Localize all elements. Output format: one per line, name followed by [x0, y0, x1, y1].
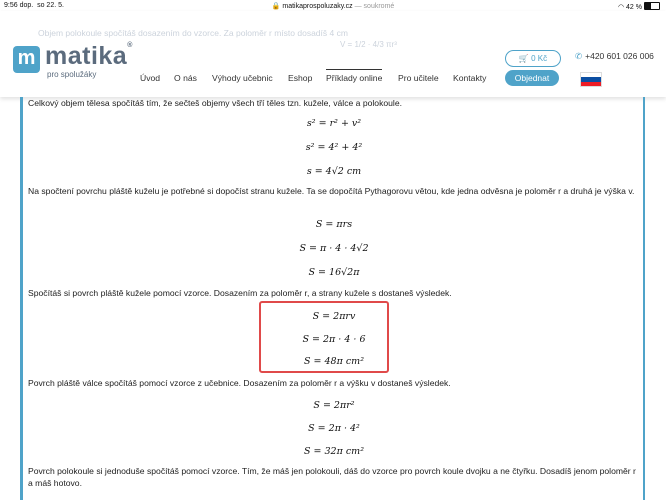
content-left-border: [20, 97, 23, 500]
paragraph-hemisphere: Povrch polokoule si jednoduše spočítáš pomocí vzorce. Tím, že máš jen polokouli, dáš do vzorce pro povrch koule dvojku a ne čtyřku. Dosadíš jenom poloměr r a máš hotovo.: [28, 466, 636, 488]
phone-icon: ✆: [575, 51, 583, 61]
status-time: 9:56 dop. so 22. 5.: [4, 2, 64, 9]
paragraph-cylinder: Povrch pláště válce spočítáš pomocí vzorce z učebnice. Dosazením za poloměr r a výšku v dostaneš výsledek.: [28, 378, 451, 388]
phone[interactable]: ✆ +420 601 026 006: [575, 51, 654, 61]
cart-icon: 🛒: [518, 54, 529, 63]
nav-item-o-nas[interactable]: O nás: [174, 73, 197, 83]
nav-item-eshop[interactable]: Eshop: [288, 73, 313, 83]
equation: S = 48π cm²: [304, 356, 364, 367]
slovak-flag-icon[interactable]: [580, 72, 602, 87]
ghost-text: Objem polokoule spočítáš dosazením do vzorce. Za poloměr r místo dosadíš 4 cm: [38, 28, 348, 38]
nav-item-vyhody[interactable]: Výhody učebnic: [212, 73, 273, 83]
equation: S = 2π · 4²: [308, 423, 360, 434]
cart-button[interactable]: 🛒 0 Kč: [505, 50, 561, 67]
equation: S = πrs: [315, 219, 353, 230]
address-bar[interactable]: 🔒 matikaprospoluzaky.cz — soukromé: [271, 3, 395, 10]
wifi-icon: ◠: [617, 4, 625, 11]
nav-item-uvod[interactable]: Úvod: [140, 73, 161, 83]
paragraph-volume: Celkový objem tělesa spočítáš tím, že sečteš objemy všech tří těles tzn. kužele, válce a polokoule.: [28, 98, 403, 108]
logo-word[interactable]: matika®: [45, 42, 133, 70]
equation: s² = 4² + 4²: [305, 142, 363, 153]
lock-icon: 🔒: [271, 3, 281, 10]
paragraph-cone-surface: Spočítáš si povrch pláště kužele pomocí vzorce. Dosazením za poloměr r, a strany kužele s dostaneš výsledek.: [28, 288, 452, 298]
ghost-formula: V = 1/2 · 4/3 πr³: [340, 40, 397, 49]
equation: S = 2πr²: [313, 400, 355, 411]
status-bar: [0, 0, 666, 11]
paragraph-pythagoras: Na spočtení povrchu pláště kuželu je potřebné si dopočíst stranu kužele. Ta se dopočítá Pythagorovu větou, kde jedna odvěsna je poloměr r a druhá je výška v.: [28, 186, 635, 196]
order-button[interactable]: Objednat: [505, 70, 559, 86]
battery-text: 42 %: [626, 4, 642, 11]
nav-item-pro-ucitele[interactable]: Pro učitele: [398, 73, 439, 83]
nav-item-kontakty[interactable]: Kontakty: [453, 73, 487, 83]
logo-subtitle: pro spolužáky: [47, 70, 97, 79]
equation: S = 32π cm²: [304, 446, 364, 457]
equation: S = π · 4 · 4√2: [299, 243, 369, 254]
equation: s² = r² + v²: [306, 118, 362, 129]
equation: S = 2π · 4 · 6: [302, 334, 366, 345]
site-header: [0, 11, 666, 97]
logo-icon[interactable]: m: [13, 46, 40, 73]
equation: S = 2πrv: [312, 311, 356, 322]
battery-icon: [644, 2, 660, 10]
nav-item-priklady[interactable]: Příklady online: [326, 69, 382, 83]
equation: S = 16√2π: [308, 267, 360, 278]
content-right-border: [643, 97, 645, 500]
status-right: [618, 2, 660, 11]
equation: s = 4√2 cm: [306, 166, 362, 177]
